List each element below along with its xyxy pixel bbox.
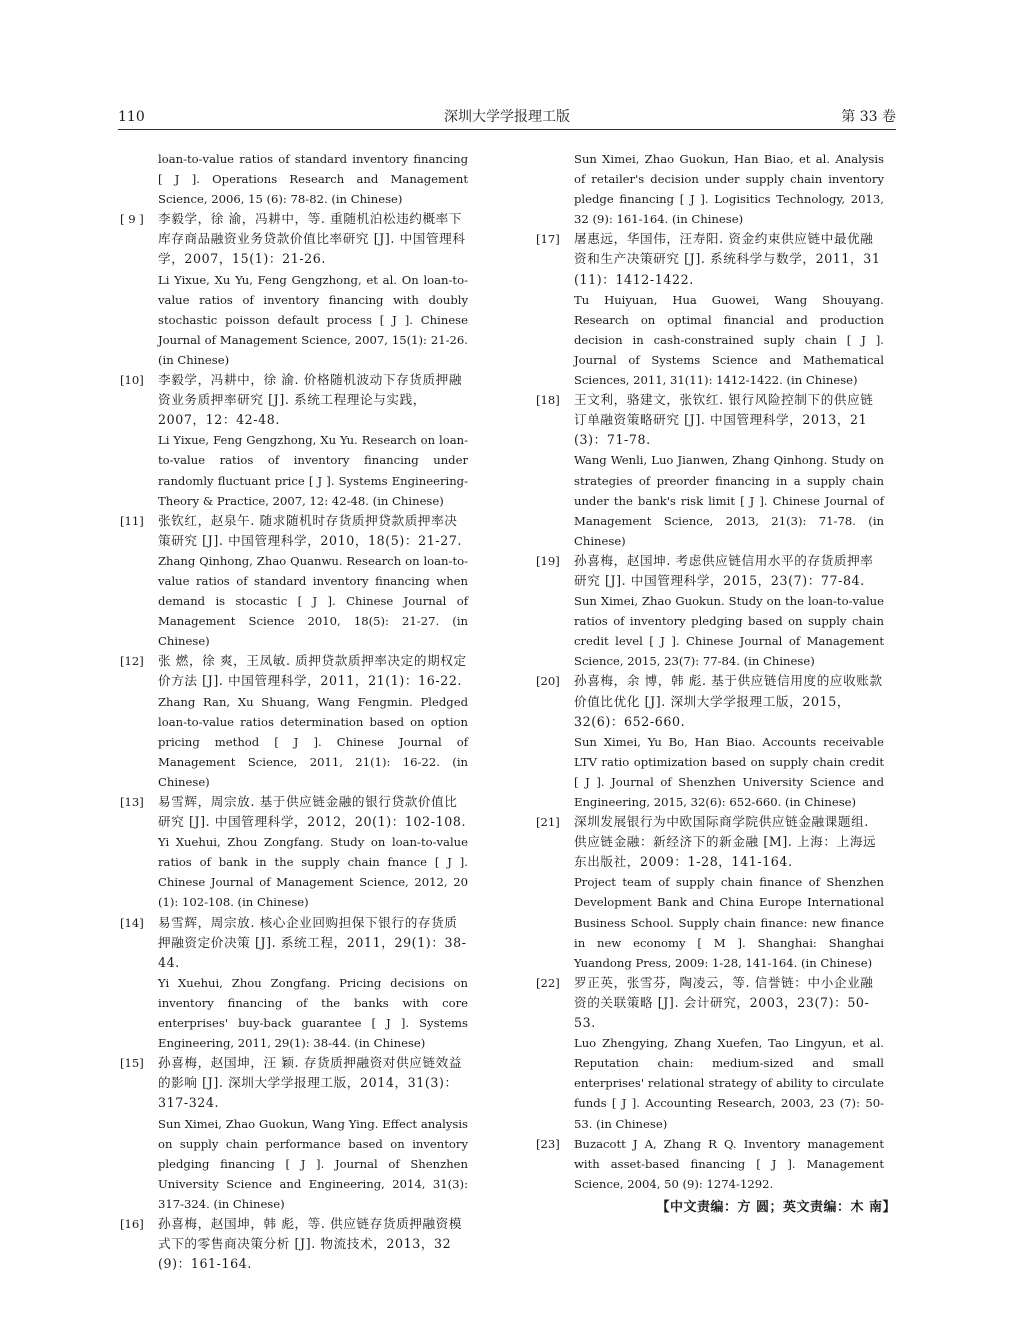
reference-english: Li Yixue, Xu Yu, Feng Gengzhong, et al. On loan-to-value ratios of inventory financing with doubly stochastic poisson default process [ J ]. Chinese Journal of Management Science, 2007, 15(1): 21-26. (in Chinese) [158,272,468,367]
reference-chinese: 李毅学，徐 渝，冯耕中，等. 重随机泊松违约概率下库存商品融资业务贷款价值比率研究 [J]. 中国管理科学，2007，15(1)：21-26. [158,211,466,267]
reference-english: Sun Ximei, Zhao Guokun, Wang Ying. Effect analysis on supply chain performance based on inventory pledging financing [ J ]. Journal of Shenzhen University Science and Engineering, 2014, 31(3): 317-324. (in Chinese) [158,1116,468,1211]
reference-english: Li Yixue, Feng Gengzhong, Xu Yu. Research on loan-to-value ratios of inventory financing under randomly fluctuant price [ J ]. Systems Engineering-Theory & Practice, 2007, 12: 42-48. (in Chinese) [158,433,468,508]
reference-english: Yi Xuehui, Zhou Zongfang. Pricing decisions on inventory financing of the banks with core enterprises' buy-back guarantee [ J ]. Systems Engineering, 2011, 29(1): 38-44. (in Chinese) [158,975,468,1051]
reference-item [536,973,884,1134]
reference-item [536,229,884,390]
reference-english: Sun Ximei, Zhao Guokun. Study on the loan-to-value ratios of inventory pledging based on supply chain credit level [ J ]. Chinese Journal of Management Science, 2015, 23(7): 77-84. (in Chinese) [574,594,884,669]
reference-number: [20] [536,674,560,689]
reference-item [120,511,468,652]
reference-number: [13] [120,795,144,809]
reference-chinese: 孙喜梅，赵国坤，韩 彪，等. 供应链存货质押融资模式下的零售商决策分析 [J]. 物流技术，2013，32 (9)：161-164. [158,1215,463,1272]
reference-item [120,209,468,370]
reference-chinese: 张 燃，徐 爽，王凤敏. 质押贷款质押率决定的期权定价方法 [J]. 中国管理科学，2011，21(1)：16-22. [158,653,467,689]
reference-chinese: 罗正英，张雪芬，陶凌云，等. 信誉链：中小企业融资的关联策略 [J]. 会计研究，2003，23(7)：50-53. [574,974,874,1031]
reference-item [120,1053,468,1214]
reference-number: [22] [536,975,560,990]
reference-number: [15] [120,1056,144,1071]
reference-number: [11] [120,513,144,528]
reference-item [536,149,884,229]
reference-chinese: 易雪辉，周宗放. 核心企业回购担保下银行的存货质押融资定价决策 [J]. 系统工程，2011，29(1)：38-44. [158,914,467,970]
reference-chinese: 李毅学，冯耕中，徐 渝. 价格随机波动下存货质押融资业务质押率研究 [J]. 系统工程理论与实践，2007，12：42-48. [158,372,463,428]
reference-english: Wang Wenli, Luo Jianwen, Zhang Qinhong. Study on strategies of preorder financing in a supply chain under the bank's risk limit [ J ]. Chinese Journal of Management Science, 2013, 21(3): 71-78. (in Chinese) [574,453,884,548]
volume-label: 第 33 卷 [841,109,896,125]
reference-chinese: 张钦红，赵泉午. 随求随机时存货质押贷款质押率决策研究 [J]. 中国管理科学，2010，18(5)：21-27. [158,512,463,548]
header-rule [118,129,896,130]
reference-english: loan-to-value ratios of standard inventory financing [ J ]. Operations Research and Management Science, 2006, 15 (6): 78-82. (in Chinese) [158,152,468,207]
reference-item [536,1134,884,1194]
reference-chinese: 屠惠远，华国伟，汪寿阳. 资金约束供应链中最优融资和生产决策研究 [J]. 系统科学与数学，2011，31 (11)：1412-1422. [574,231,881,287]
reference-chinese: 孙喜梅，赵国坤. 考虑供应链信用水平的存货质押率研究 [J]. 中国管理科学，2015，23(7)：77-84. [574,552,874,588]
reference-item [120,651,468,792]
running-header [118,106,896,130]
reference-chinese: 王文利，骆建文，张钦红. 银行风险控制下的供应链订单融资策略研究 [J]. 中国管理科学，2013，21 (3)：71-78. [574,392,874,448]
reference-item [536,390,884,551]
reference-item [120,792,468,913]
page-number: 110 [118,109,145,125]
reference-item [536,812,884,973]
reference-english: Sun Ximei, Yu Bo, Han Biao. Accounts receivable LTV ratio optimization based on supply chain credit [ J ]. Journal of Shenzhen University Science and Engineering, 2015, 32(6): 652-660. (in Chinese) [574,734,884,809]
reference-english: Luo Zhengying, Zhang Xuefen, Tao Lingyun, et al. Reputation chain: medium-sized and small enterprises' relational strategy of ability to circulate funds [ J ]. Accounting Research, 2003, 23 (7): 50-53. (in Chinese) [574,1036,884,1131]
editor-credits: 【中文责编：方 圆；英文责编：木 南】 [656,1200,896,1215]
reference-english: Buzacott J A, Zhang R Q. Inventory management with asset-based financing [ J ]. Management Science, 2004, 50 (9): 1274-1292. [574,1136,884,1191]
reference-number: [ 9 ] [120,212,144,227]
reference-english: Zhang Ran, Xu Shuang, Wang Fengmin. Pledged loan-to-value ratios determination based on option pricing method [ J ]. Chinese Journal of Management Science, 2011, 21(1): 16-22. (in Chinese) [158,694,468,789]
reference-english: Tu Huiyuan, Hua Guowei, Wang Shouyang. Research on optimal financial and production decision in cash-constrained suply chain [ J ]. Journal of Systems Science and Mathematical Sciences, 2011, 31(11): 1412-1422. (in Chinese) [574,292,884,388]
reference-number: [14] [120,915,144,930]
reference-number: [19] [536,553,560,568]
reference-english: Sun Ximei, Zhao Guokun, Han Biao, et al. Analysis of retailer's decision under supply chain inventory pledge financing [ J ]. Logisitics Technology, 2013, 32 (9): 161-164. (in Chinese) [574,152,884,227]
reference-english: Yi Xuehui, Zhou Zongfang. Study on loan-to-value ratios of bank in the supply chain fnance [ J ]. Chinese Journal of Management Science, 2012, 20 (1): 102-108. (in Chinese) [158,835,468,910]
reference-chinese: 易雪辉，周宗放. 基于供应链金融的银行贷款价值比研究 [J]. 中国管理科学，2012，20(1)：102-108. [158,794,467,830]
reference-column-right [536,149,884,1194]
reference-chinese: 孙喜梅，赵国坤，汪 颖. 存货质押融资对供应链效益的影响 [J]. 深圳大学学报理工版，2014，31(3)：317-324. [158,1055,463,1111]
reference-chinese: 孙喜梅，余 博，韩 彪. 基于供应链信用度的应收账款价值比优化 [J]. 深圳大学学报理工版，2015，32(6)：652-660. [574,673,883,729]
reference-item [120,149,468,209]
reference-item [120,1214,468,1274]
reference-item [120,370,468,511]
reference-item [536,551,884,672]
reference-number: [16] [120,1216,144,1231]
journal-title: 深圳大学学报理工版 [444,109,570,125]
reference-number: [23] [536,1136,560,1151]
reference-item [120,913,468,1054]
reference-english: Project team of supply chain finance of Shenzhen Development Bank and China Europe International Business School. Supply chain finance: new finance in new economy [ M ]. Shanghai: Shanghai Yuandong Press, 2009: 1-28, 141-164. (in Chinese) [574,875,884,970]
reference-column-left [120,149,468,1274]
reference-item [536,671,884,812]
reference-number: [21] [536,815,560,830]
reference-number: [17] [536,232,560,247]
reference-number: [10] [120,373,144,388]
reference-chinese: 深圳发展银行为中欧国际商学院供应链金融课题组. 供应链金融：新经济下的新金融 [M]. 上海：上海远东出版社，2009：1-28，141-164. [574,814,877,870]
reference-number: [12] [120,654,144,669]
reference-number: [18] [536,393,560,408]
reference-english: Zhang Qinhong, Zhao Quanwu. Research on loan-to-value ratios of standard inventory financing when demand is stocastic [ J ]. Chinese Journal of Management Science 2010, 18(5): 21-27. (in Chinese) [158,553,468,649]
